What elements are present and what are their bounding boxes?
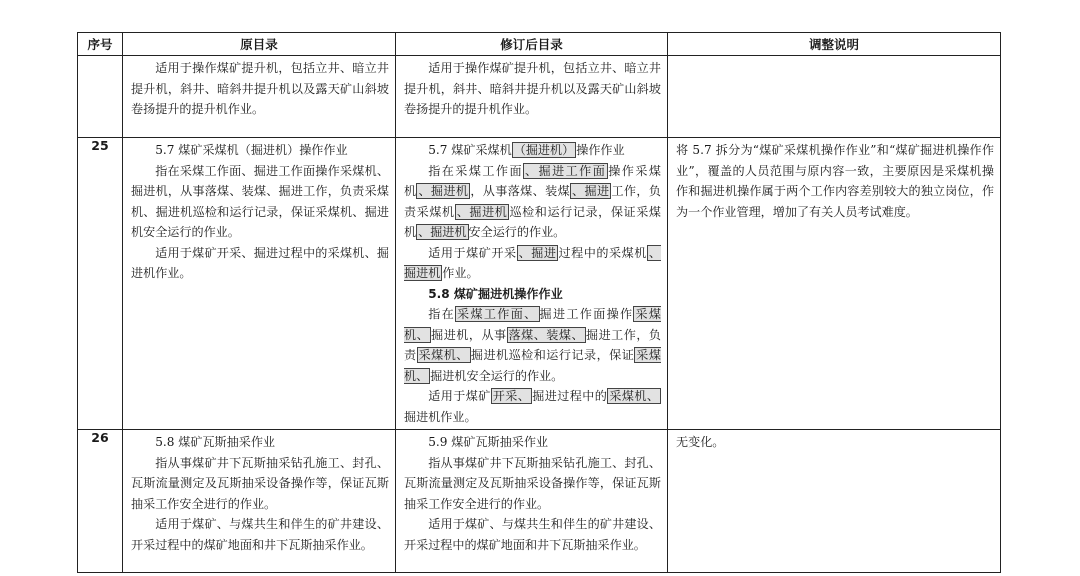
text-segment: 作业。 <box>442 266 479 280</box>
note-cell <box>668 138 1001 430</box>
text-segment: 掘进过程中的 <box>532 389 608 403</box>
highlighted-change: 、掘进机 <box>418 225 467 239</box>
text-segment: 指在 <box>428 307 456 321</box>
note-cell <box>668 430 1001 573</box>
adjustment-note: 将 5.7 拆分为“煤矿采煤机操作作业”和“煤矿掘进机操作作业”，覆盖的人员范围与原内容一致，主要原因是采煤机操作和掘进机操作属于两个工作内容差别较大的独立岗位，作为一个作业管理，增加了有关人员考试难度。 <box>676 143 994 219</box>
highlighted-change: 采煤机、 <box>404 348 661 383</box>
table-row <box>78 430 1001 573</box>
text-segment: ，从事落煤、装煤 <box>470 184 571 198</box>
text-segment: 适用于煤矿 <box>428 389 491 403</box>
row-number: 25 <box>78 138 123 430</box>
original-paragraph: 适用于煤矿、与煤共生和伴生的矿井建设、开采过程中的煤矿地面和井下瓦斯抽采作业。 <box>131 517 389 552</box>
text-segment: 过程中的采煤机 <box>558 245 647 260</box>
text-segment: 操作采煤机 <box>404 163 661 198</box>
table-header-row <box>78 33 1001 56</box>
text-segment: 掘进机巡检和运行记录，保证 <box>470 348 635 362</box>
original-cell <box>123 138 396 430</box>
highlighted-change: 、掘进机 <box>456 204 508 219</box>
highlighted-change: 、掘进机 <box>418 184 469 198</box>
original-paragraph: 指从事煤矿井下瓦斯抽采钻孔施工、封孔、瓦斯流量测定及瓦斯抽采设备操作等，保证瓦斯抽采工作安全进行的作业。 <box>131 455 389 511</box>
text-segment: 掘进工作，负责 <box>404 327 661 362</box>
header-serial-number: 序号 <box>78 33 123 56</box>
revised-cell <box>396 430 668 573</box>
highlighted-change: 开采、 <box>492 389 531 403</box>
text-segment: 巡检和运行记录，保证采煤机 <box>404 204 661 239</box>
highlighted-change: 、掘进工作面 <box>524 163 607 178</box>
note-cell <box>668 56 1001 138</box>
original-paragraph: 指在采煤工作面、掘进工作面操作采煤机、掘进机，从事落煤、装煤、掘进工作，负责采煤机、掘进机巡检和运行记录，保证采煤机、掘进机安全运行的作业。 <box>131 163 389 239</box>
new-section-title: 5.8 煤矿掘进机操作作业 <box>428 286 563 301</box>
highlighted-change: 落煤、装煤、 <box>508 327 585 342</box>
text-segment: 工作，负责采煤机 <box>404 184 661 219</box>
revised-paragraph: 适用于煤矿、与煤共生和伴生的矿井建设、开采过程中的煤矿地面和井下瓦斯抽采作业。 <box>404 517 661 552</box>
text-segment: 掘进机安全运行的作业。 <box>430 368 564 383</box>
original-section-title: 5.7 煤矿采煤机（掘进机）操作作业 <box>155 143 348 157</box>
highlighted-change: 采煤机、 <box>418 348 469 362</box>
highlighted-change: 采煤工作面、 <box>457 307 538 321</box>
revised-paragraph <box>404 386 661 427</box>
original-cell <box>123 56 396 138</box>
highlighted-change: 采煤机、 <box>404 307 661 342</box>
revised-paragraph <box>404 304 661 386</box>
header-adjustment-note: 调整说明 <box>668 33 1001 56</box>
table-row <box>78 138 1001 430</box>
revision-table <box>77 32 1001 573</box>
highlighted-change: 、掘进机 <box>404 245 661 280</box>
text-segment: 操作作业 <box>576 143 625 157</box>
text-segment: 指在采煤工作面 <box>428 163 523 178</box>
header-original-catalog: 原目录 <box>123 33 396 56</box>
highlighted-change: （掘进机） <box>513 143 575 157</box>
revised-paragraph <box>404 161 661 243</box>
revised-section-title: 5.9 煤矿瓦斯抽采作业 <box>428 435 549 449</box>
text-segment: 掘进机，从事 <box>431 327 507 342</box>
text-segment: 适用于煤矿开采 <box>428 245 517 260</box>
table-row <box>78 56 1001 138</box>
highlighted-change: 、掘进 <box>518 245 557 260</box>
header-revised-catalog: 修订后目录 <box>396 33 668 56</box>
revised-cell <box>396 56 668 138</box>
original-cell <box>123 430 396 573</box>
row-number <box>78 56 123 138</box>
text-segment: 安全运行的作业。 <box>468 225 566 239</box>
highlighted-change: 采煤机、 <box>609 389 659 403</box>
highlighted-change: 、掘进 <box>572 184 610 198</box>
original-paragraph: 适用于操作煤矿提升机，包括立井、暗立井提升机，斜井、暗斜井提升机以及露天矿山斜坡卷扬提升的提升机作业。 <box>131 61 389 116</box>
revised-paragraph: 指从事煤矿井下瓦斯抽采钻孔施工、封孔、瓦斯流量测定及瓦斯抽采设备操作等，保证瓦斯抽采工作安全进行的作业。 <box>404 455 661 511</box>
original-section-title: 5.8 煤矿瓦斯抽采作业 <box>155 435 276 449</box>
revised-paragraph <box>404 243 661 284</box>
revised-section-title <box>404 140 661 161</box>
text-segment: 掘进工作面操作 <box>539 307 634 321</box>
text-segment: 掘进机作业。 <box>404 409 477 424</box>
revised-paragraph: 适用于操作煤矿提升机，包括立井、暗立井提升机，斜井、暗斜井提升机以及露天矿山斜坡卷扬提升的提升机作业。 <box>404 61 661 116</box>
revised-cell <box>396 138 668 430</box>
adjustment-note: 无变化。 <box>676 435 725 449</box>
row-number: 26 <box>78 430 123 573</box>
text-segment: 5.7 煤矿采煤机 <box>428 143 512 157</box>
original-paragraph: 适用于煤矿开采、掘进过程中的采煤机、掘进机作业。 <box>131 245 389 280</box>
